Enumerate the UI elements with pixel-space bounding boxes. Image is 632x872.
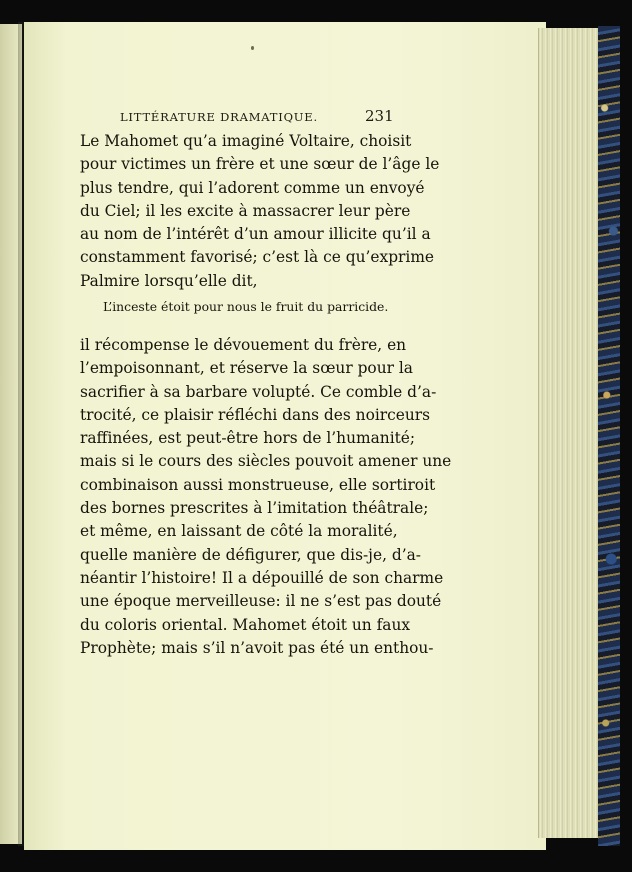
verse-quote: L’inceste étoit pour nous le fruit du parricide. (103, 299, 389, 314)
text-line: du coloris oriental. Mahomet étoit un faux (80, 615, 411, 634)
text-line: plus tendre, qui l’adorent comme un envoyé (80, 178, 425, 197)
text-line: raffinées, est peut-être hors de l’humanité; (80, 429, 416, 448)
text-line: Le Mahomet qu’a imaginé Voltaire, choisit (80, 132, 412, 150)
ink-speck (251, 46, 254, 50)
text-line: et même, en laissant de côté la moralité, (80, 522, 398, 541)
text-line: Prophète; mais s’il n’avoit pas été un enthou- (80, 638, 434, 657)
text-line: il récompense le dévouement du frère, en (80, 336, 407, 354)
text-line: une époque merveilleuse: il ne s’est pas douté (80, 592, 442, 611)
text-line: néantir l’histoire! Il a dépouillé de son charme (80, 568, 444, 587)
text-line: l’empoisonnant, et réserve la sœur pour la (80, 359, 413, 378)
running-title: LITTÉRATURE DRAMATIQUE. (120, 110, 318, 124)
text-line: Palmire lorsqu’elle dit, (80, 271, 258, 290)
text-line: des bornes prescrites à l’imitation théâtrale; (80, 499, 429, 518)
text-line: pour victimes un frère et une sœur de l’âge le (80, 155, 440, 174)
running-head (80, 108, 570, 130)
text-line: du Ciel; il les excite à massacrer leur père (80, 201, 411, 220)
page-number: 231 (365, 107, 394, 125)
text-line: au nom de l’intérêt d’un amour illicite qu’il a (80, 225, 431, 244)
text-line: constamment favorisé; c’est là ce qu’exprime (80, 248, 435, 267)
page-block-edges (538, 28, 601, 838)
text-line: combinaison aussi monstrueuse, elle sortiroit (80, 475, 436, 494)
text-line: sacrifier à sa barbare volupté. Ce comble d’a- (80, 382, 437, 401)
paragraph-2 (80, 334, 452, 660)
text-line: mais si le cours des siècles pouvoit amener une (80, 452, 452, 471)
paragraph-1 (80, 130, 440, 293)
marbled-cover (598, 26, 620, 846)
text-line: quelle manière de défigurer, que dis-je, d’a- (80, 545, 421, 564)
text-line: trocité, ce plaisir réfléchi dans des noirceurs (80, 405, 431, 424)
